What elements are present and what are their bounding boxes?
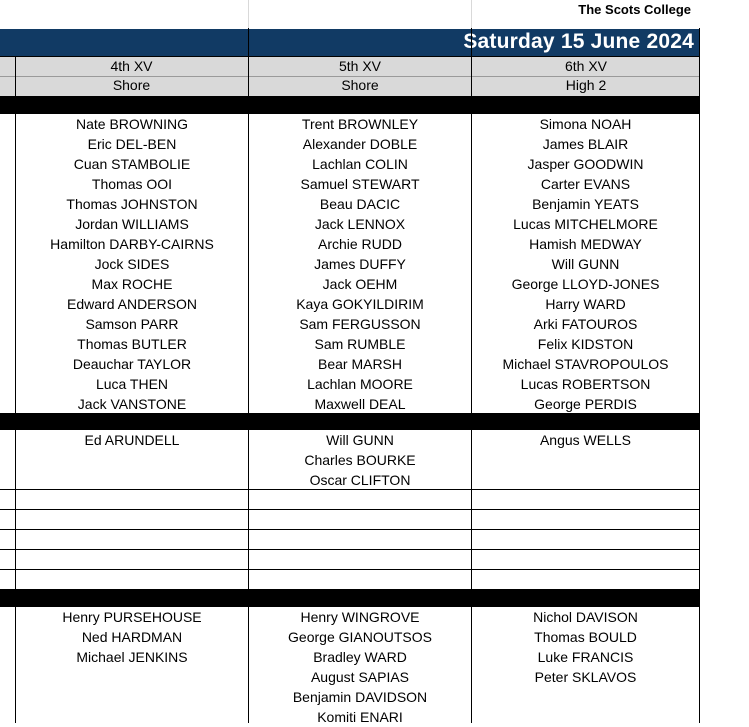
player-name: Eric DEL-BEN (87, 136, 177, 152)
player-name: James BLAIR (542, 136, 629, 152)
player-name: Lucas ROBERTSON (520, 376, 651, 392)
player-name: Bradley WARD (313, 649, 407, 665)
player-name: Thomas BUTLER (77, 336, 187, 352)
player-name: Samuel STEWART (300, 176, 420, 192)
player-name: Simona NOAH (539, 116, 632, 132)
others-5th (249, 607, 471, 727)
player-name: Edward ANDERSON (67, 296, 197, 312)
player-name: Nichol DAVISON (533, 609, 638, 625)
player-name: Will GUNN (551, 256, 620, 272)
player-name: Bear MARSH (317, 356, 403, 372)
player-name: Lachlan MOORE (307, 376, 413, 392)
player-name: Jasper GOODWIN (527, 156, 644, 172)
player-name: Henry WINGROVE (300, 609, 420, 625)
player-name: Luke FRANCIS (537, 649, 634, 665)
player-name: Ed ARUNDELL (84, 432, 180, 448)
player-name: Sam RUMBLE (314, 336, 406, 352)
team-venue-4th: Shore (112, 77, 151, 93)
player-name: Charles BOURKE (304, 452, 416, 468)
player-name: Trent BROWNLEY (301, 116, 419, 132)
reserves-4th (16, 430, 248, 450)
team-name-5th: 5th XV (338, 58, 382, 74)
team-venue-5th: Shore (341, 77, 379, 93)
player-name: Henry PURSEHOUSE (62, 609, 202, 625)
player-name: Peter SKLAVOS (534, 669, 637, 685)
player-name: Maxwell DEAL (314, 396, 406, 412)
player-name: Arki FATOUROS (533, 316, 638, 332)
reserves-5th (249, 430, 471, 490)
player-name: Lucas MITCHELMORE (513, 216, 658, 232)
college-name: The Scots College (578, 2, 691, 17)
player-name: Komiti ENARI (317, 709, 403, 725)
starters-6th (472, 114, 699, 414)
date-banner (0, 29, 700, 56)
section-divider (0, 413, 700, 430)
team-header (0, 57, 700, 97)
player-name: Alexander DOBLE (302, 136, 418, 152)
team-name-6th: 6th XV (564, 58, 608, 74)
section-divider (0, 97, 700, 114)
player-name: Michael STAVROPOULOS (502, 356, 669, 372)
player-name: Deauchar TAYLOR (72, 356, 192, 372)
team-venue-6th: High 2 (565, 77, 607, 93)
player-name: Jock SIDES (94, 256, 170, 272)
player-name: Benjamin DAVIDSON (292, 689, 428, 705)
player-name: Angus WELLS (539, 432, 632, 448)
starters-5th (249, 114, 471, 414)
player-name: George GIANOUTSOS (288, 629, 432, 645)
player-name: August SAPIAS (310, 669, 410, 685)
starters-4th (16, 114, 248, 414)
player-name: Nate BROWNING (75, 116, 188, 132)
player-name: Thomas JOHNSTON (66, 196, 198, 212)
player-name: Samson PARR (85, 316, 179, 332)
player-name: Thomas BOULD (534, 629, 637, 645)
player-name: Archie RUDD (317, 236, 402, 252)
player-name: Kaya GOKYILDIRIM (296, 296, 424, 312)
player-name: George LLOYD-JONES (511, 276, 660, 292)
player-name: Jack VANSTONE (77, 396, 187, 412)
others-4th (16, 607, 248, 667)
player-name: Benjamin YEATS (532, 196, 639, 212)
player-name: Will GUNN (326, 432, 394, 448)
player-name: James DUFFY (314, 256, 406, 272)
player-name: Jack LENNOX (314, 216, 406, 232)
player-name: Harry WARD (545, 296, 626, 312)
player-name: Luca THEN (95, 376, 169, 392)
player-name: Carter EVANS (540, 176, 631, 192)
player-name: Lachlan COLIN (312, 156, 408, 172)
others-6th (472, 607, 699, 687)
player-name: Oscar CLIFTON (309, 472, 411, 488)
section-divider (0, 590, 700, 607)
player-name: Jack OEHM (322, 276, 398, 292)
player-name: Thomas OOI (91, 176, 173, 192)
reserves-6th (472, 430, 699, 450)
player-name: Felix KIDSTON (537, 336, 634, 352)
player-name: Sam FERGUSSON (299, 316, 421, 332)
match-date: Saturday 15 June 2024 (463, 30, 694, 53)
player-name: Beau DACIC (319, 196, 401, 212)
player-name: Hamilton DARBY-CAIRNS (50, 236, 214, 252)
player-name: Jordan WILLIAMS (75, 216, 189, 232)
player-name: Michael JENKINS (76, 649, 188, 665)
player-name: Max ROCHE (91, 276, 173, 292)
player-name: Cuan STAMBOLIE (73, 156, 191, 172)
player-name: Ned HARDMAN (81, 629, 183, 645)
team-name-4th: 4th XV (110, 58, 153, 74)
player-name: George PERDIS (534, 396, 637, 412)
player-name: Hamish MEDWAY (529, 236, 642, 252)
